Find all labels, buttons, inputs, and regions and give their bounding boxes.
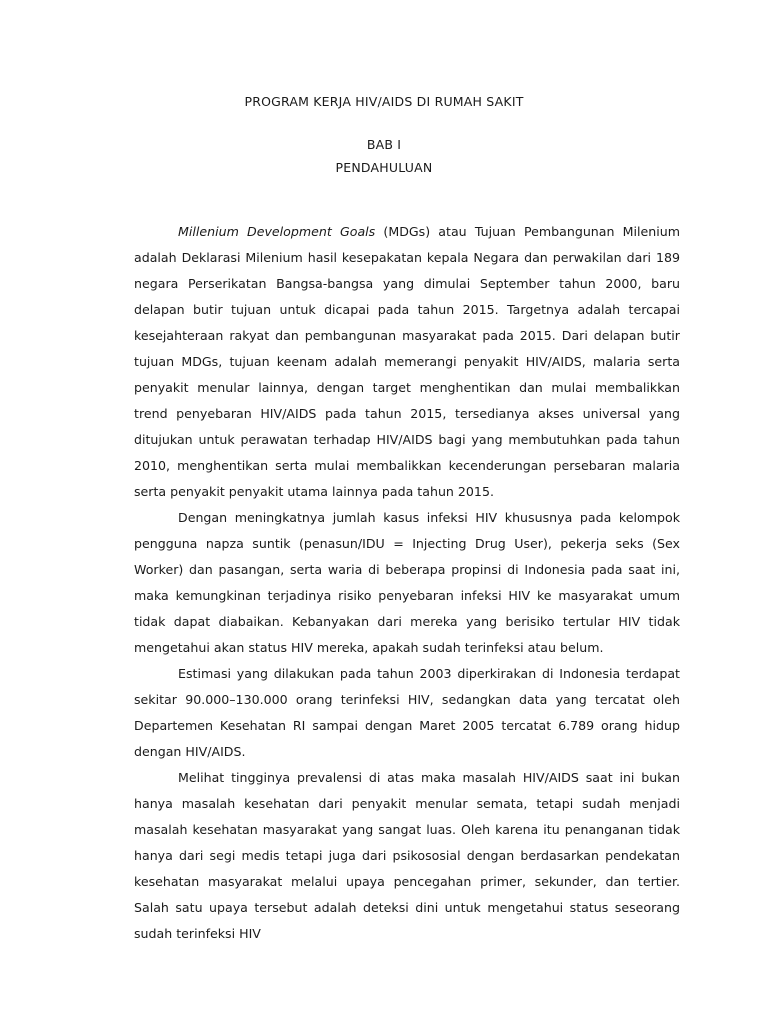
paragraph-3 (134, 661, 680, 765)
paragraph-3-text: Estimasi yang dilakukan pada tahun 2003 diperkirakan di Indonesia terdapat sekitar 90.000–130.000 orang terinfeksi HIV, sedangkan data yang tercatat oleh Departemen Kesehatan RI sampai dengan Maret 2005 tercatat 6.789 orang hidup dengan HIV/AIDS. (134, 666, 680, 759)
paragraph-2-text: Dengan meningkatnya jumlah kasus infeksi HIV khususnya pada kelompok pengguna napza suntik (penasun/IDU = Injecting Drug User), pekerja seks (Sex Worker) dan pasangan, serta waria di beberapa propinsi di Indonesia pada saat ini, maka kemungkinan terjadinya risiko penyebaran infeksi HIV ke masyarakat umum tidak dapat diabaikan. Kebanyakan dari mereka yang berisiko tertular HIV tidak mengetahui akan status HIV mereka, apakah sudah terinfeksi atau belum. (134, 510, 680, 655)
paragraph-4-text: Melihat tingginya prevalensi di atas maka masalah HIV/AIDS saat ini bukan hanya masalah kesehatan dari penyakit menular semata, tetapi sudah menjadi masalah kesehatan masyarakat yang sangat luas. Oleh karena itu penanganan tidak hanya dari segi medis tetapi juga dari psikososial dengan berdasarkan pendekatan kesehatan masyarakat melalui upaya pencegahan primer, sekunder, dan tertier. Salah satu upaya tersebut adalah deteksi dini untuk mengetahui status seseorang sudah terinfeksi HIV (134, 770, 680, 941)
paragraph-1-text: (MDGs) atau Tujuan Pembangunan Milenium adalah Deklarasi Milenium hasil kesepakatan kepala Negara dan perwakilan dari 189 negara Perserikatan Bangsa-bangsa yang dimulai September tahun 2000, baru delapan butir tujuan untuk dicapai pada tahun 2015. Targetnya adalah tercapai kesejahteraan rakyat dan pembangunan masyarakat pada 2015. Dari delapan butir tujuan MDGs, tujuan keenam adalah memerangi penyakit HIV/AIDS, malaria serta penyakit menular lainnya, dengan target menghentikan dan mulai membalikkan trend penyebaran HIV/AIDS pada tahun 2015, tersedianya akses universal yang ditujukan untuk perawatan terhadap HIV/AIDS bagi yang membutuhkan pada tahun 2010, menghentikan serta mulai membalikkan kecenderungan persebaran malaria serta penyakit penyakit utama lainnya pada tahun 2015. (134, 224, 681, 499)
document-body (134, 219, 680, 947)
chapter-number: BAB I (366, 137, 402, 152)
document-title: PROGRAM KERJA HIV/AIDS DI RUMAH SAKIT (244, 94, 524, 109)
paragraph-4 (134, 765, 680, 947)
chapter-title: PENDAHULUAN (335, 160, 433, 175)
paragraph-1 (134, 219, 680, 505)
paragraph-1-italic-lead: Millenium Development Goals (178, 224, 376, 239)
paragraph-2 (134, 505, 680, 661)
